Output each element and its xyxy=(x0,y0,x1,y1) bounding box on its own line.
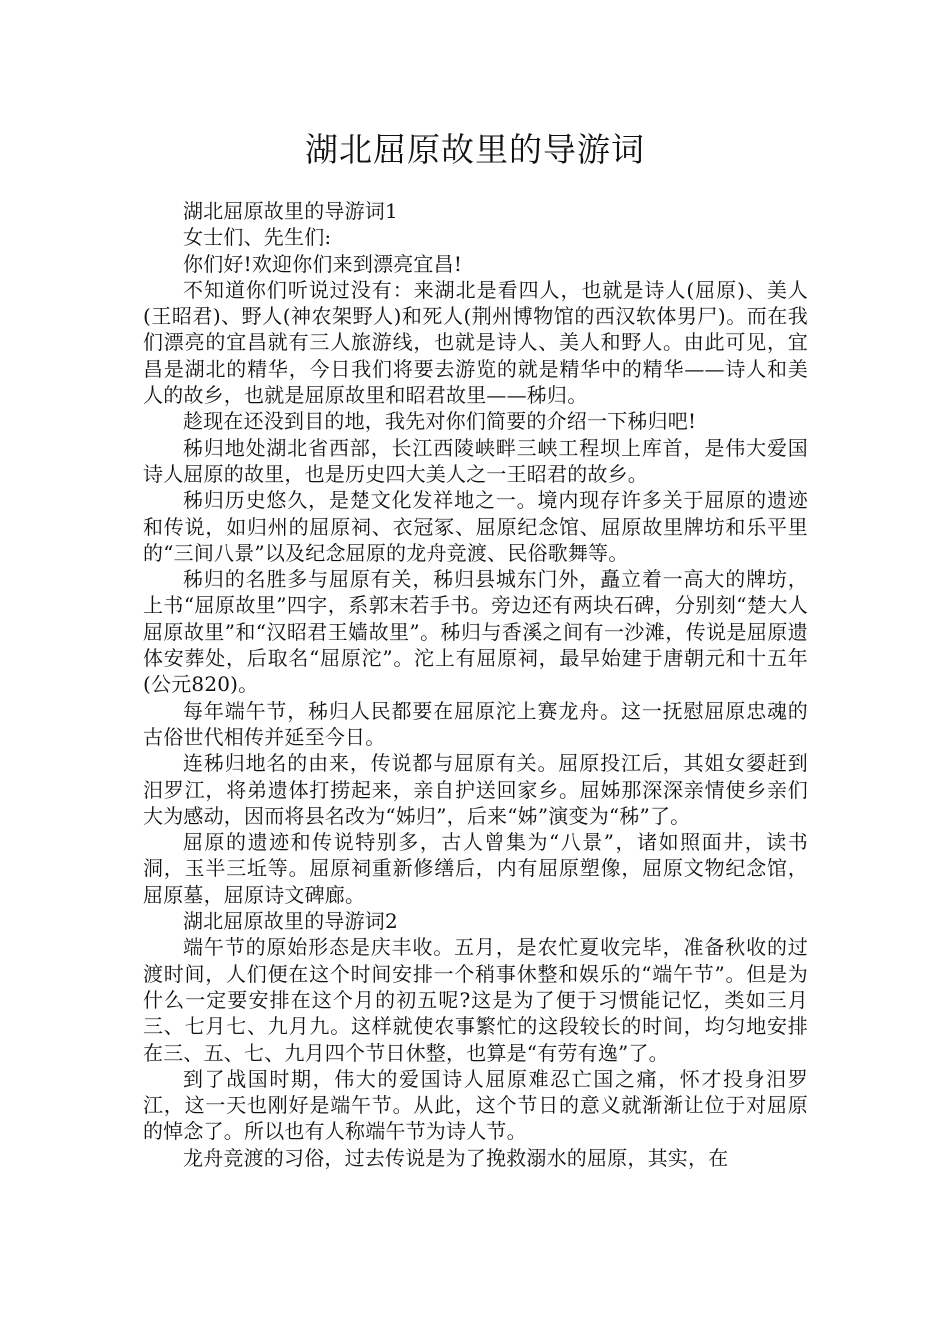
body-paragraph: 连秭归地名的由来，传说都与屈原有关。屈原投江后，其姐女媭赶到汨罗江，将弟遗体打捞起来，亲自护送回家乡。屈姊那深深亲情使乡亲们大为感动，因而将县名改为“姊归”，后来“姊”演变为“秭”了。 xyxy=(143,751,808,828)
body-paragraph: 你们好!欢迎你们来到漂亮宜昌! xyxy=(183,251,463,276)
body-paragraph: 秭归历史悠久，是楚文化发祥地之一。境内现存许多关于屈原的遗迹和传说，如归州的屈原祠、衣冠冢、屈原纪念馆、屈原故里牌坊和乐平里的“三间八景”以及纪念屈原的龙舟竞渡、民俗歌舞等。 xyxy=(143,488,808,565)
body-paragraph: 屈原的遗迹和传说特别多，古人曾集为“八景”，诸如照面井，读书洞，玉半三坵等。屈原祠重新修缮后，内有屈原塑像，屈原文物纪念馆，屈原墓，屈原诗文碑廊。 xyxy=(143,830,808,907)
body-paragraph: 女士们、先生们: xyxy=(183,225,332,250)
body-paragraph: 秭归的名胜多与屈原有关，秭归县城东门外，矗立着一高大的牌坊，上书“屈原故里”四字，系郭末若手书。旁边还有两块石碑，分别刻“楚大人屈原故里”和“汉昭君王嫱故里”。秭归与香溪之间有一沙滩，传说是屈原遗体安葬处，后取名“屈原沱”。沱上有屈原祠，最早始建于唐朝元和十五年(公元820)。 xyxy=(143,567,808,697)
document-body xyxy=(143,198,808,1171)
section-heading: 湖北屈原故里的导游词2 xyxy=(183,909,398,934)
body-paragraph: 不知道你们听说过没有：来湖北是看四人，也就是诗人(屈原)、美人(王昭君)、野人(神农架野人)和死人(荆州博物馆的西汉软体男尸)。而在我们漂亮的宜昌就有三人旅游线，也就是诗人、美人和野人。由此可见，宜昌是湖北的精华，今日我们将要去游览的就是精华中的精华——诗人和美人的故乡，也就是屈原故里和昭君故里——秭归。 xyxy=(143,277,808,408)
body-paragraph: 到了战国时期，伟大的爱国诗人屈原难忍亡国之痛，怀才投身汨罗江，这一天也刚好是端午节。从此，这个节日的意义就渐渐让位于对屈原的悼念了。所以也有人称端午节为诗人节。 xyxy=(143,1066,808,1144)
body-paragraph: 端午节的原始形态是庆丰收。五月，是农忙夏收完毕，准备秋收的过渡时间，人们便在这个时间安排一个稍事休整和娱乐的“端午节”。但是为什么一定要安排在这个月的初五呢?这是为了便于习惯能记忆，类如三月三、七月七、九月九。这样就使农事繁忙的这段较长的时间，均匀地安排在三、五、七、九月四个节日休整，也算是“有劳有逸”了。 xyxy=(143,935,808,1065)
document-title: 湖北屈原故里的导游词 xyxy=(305,130,645,169)
body-paragraph: 秭归地处湖北省西部，长江西陵峡畔三峡工程坝上库首，是伟大爱国诗人屈原的故里，也是历史四大美人之一王昭君的故乡。 xyxy=(143,435,808,486)
body-paragraph: 趁现在还没到目的地，我先对你们简要的介绍一下秭归吧! xyxy=(183,409,697,434)
body-paragraph: 龙舟竞渡的习俗，过去传说是为了挽救溺水的屈原，其实，在 xyxy=(183,1145,729,1170)
body-paragraph: 每年端午节，秭归人民都要在屈原沱上赛龙舟。这一抚慰屈原忠魂的古俗世代相传并延至今日。 xyxy=(143,698,808,749)
body-paragraph: 湖北屈原故里的导游词1 xyxy=(183,199,398,223)
